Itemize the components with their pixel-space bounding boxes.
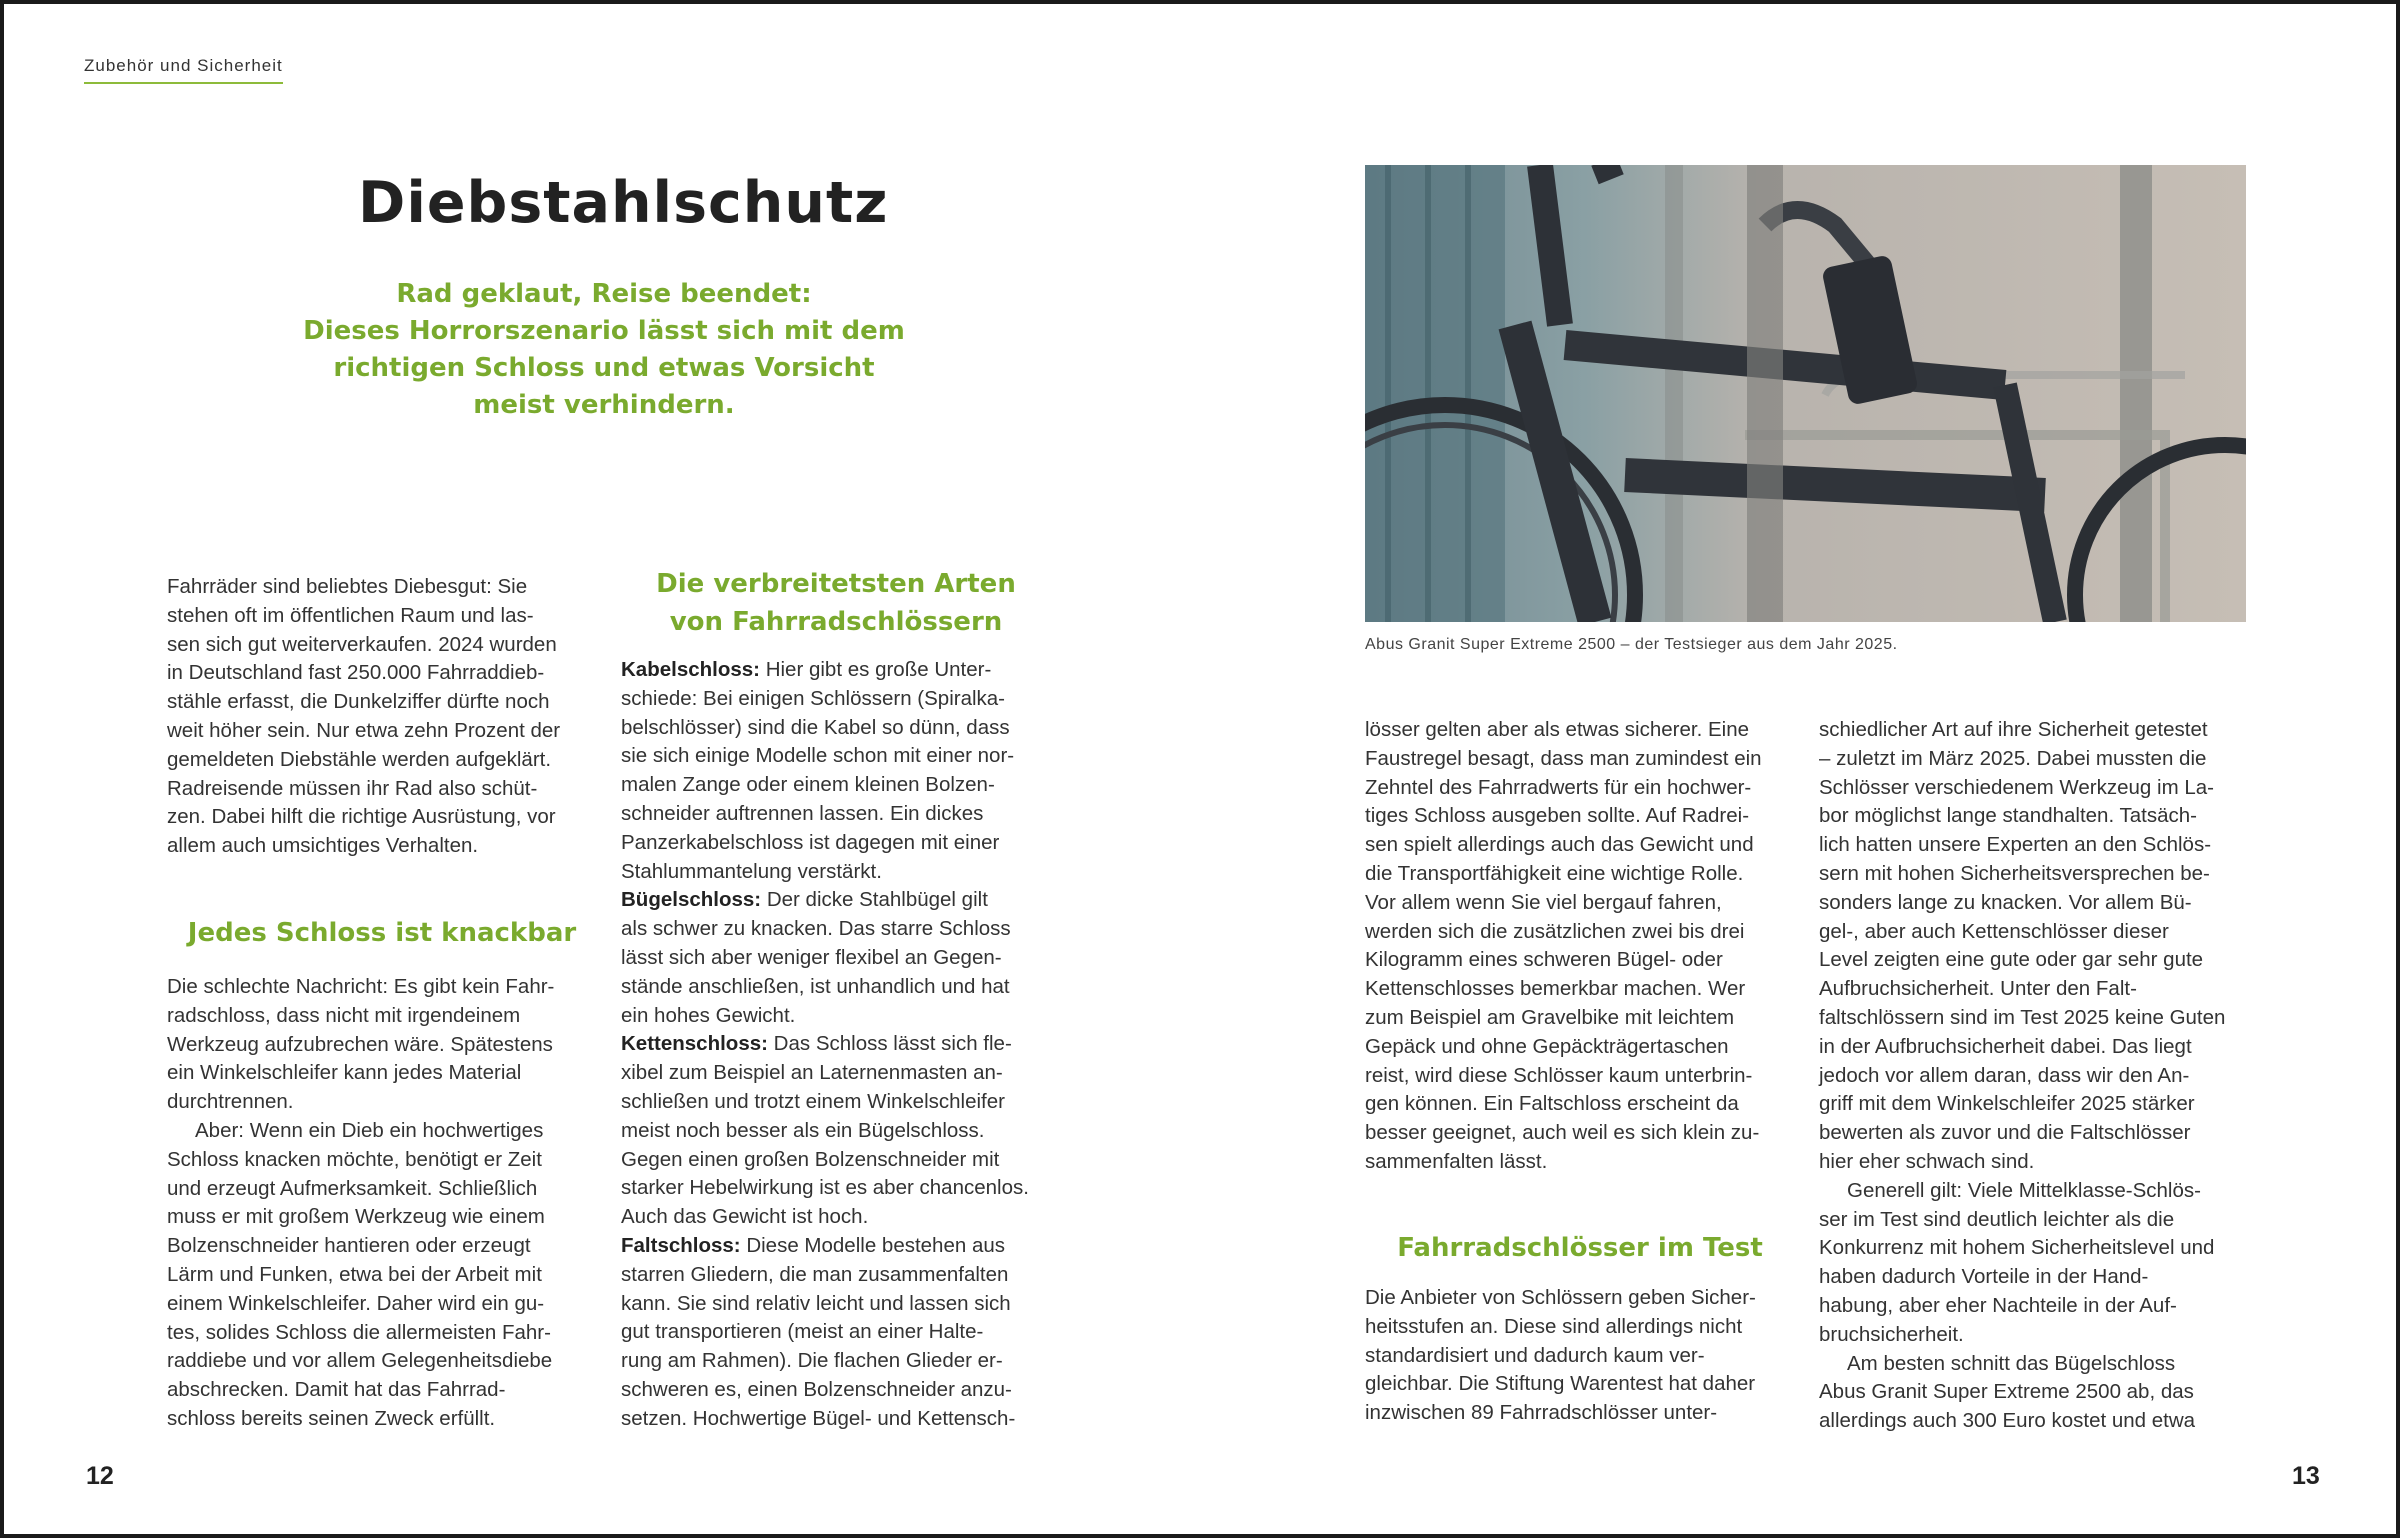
text-line: Lärm und Funken, etwa bei der Arbeit mit (167, 1262, 542, 1286)
text-line: hier eher schwach sind. (1819, 1149, 2035, 1173)
text-line: meist noch besser als ein Bügelschloss. (621, 1118, 985, 1142)
text-line: ein hohes Gewicht. (621, 1003, 796, 1027)
heading-line: Die verbreitetsten Arten (656, 569, 1016, 599)
text-line: stähle erfasst, die Dunkelziffer dürfte noch (167, 690, 550, 714)
text-line: in der Aufbruchsicherheit dabei. Das liegt (1819, 1034, 2192, 1058)
text-line: Kabelschloss: Hier gibt es große Unter- (621, 658, 992, 681)
text-line: Aufbruchsicherheit. Unter den Falt- (1819, 977, 2137, 1001)
text-line: bruchsicherheit. (1819, 1322, 1964, 1346)
text-line: Stahlummantelung verstärkt. (621, 859, 882, 883)
text-line: schneider auftrennen lassen. Ein dickes (621, 801, 984, 825)
text-line: Level zeigten eine gute oder gar sehr gute (1819, 948, 2204, 972)
text-line: Kettenschloss: Das Schloss lässt sich fle- (621, 1032, 1012, 1056)
text-line: zum Beispiel am Gravelbike mit leichtem (1365, 1005, 1735, 1029)
text-line: xibel zum Beispiel an Laternenmasten an- (621, 1061, 1003, 1085)
text-line: gut transportieren (meist an einer Halte- (621, 1320, 984, 1344)
text-line: haben dadurch Vorteile in der Hand- (1819, 1265, 2149, 1289)
term-buegelschloss: Bügelschloss: (621, 888, 762, 912)
text-line: muss er mit großem Werkzeug wie einem (167, 1205, 545, 1229)
text-line: inzwischen 89 Fahrradschlösser unter- (1365, 1401, 1718, 1425)
text-line: schiede: Bei einigen Schlössern (Spiralka- (621, 686, 1006, 710)
text-line: abschrecken. Damit hat das Fahrrad- (167, 1378, 506, 1402)
heading-arten (621, 565, 1051, 641)
text-line: sen spielt allerdings auch das Gewicht und (1365, 833, 1754, 857)
text-line: Generell gilt: Viele Mittelklasse-Schlös- (1847, 1178, 2201, 1202)
text-line: schiedlicher Art auf ihre Sicherheit getestet (1819, 718, 2208, 741)
text-line: Radreisende müssen ihr Rad also schüt- (167, 776, 538, 800)
text-line: Gepäck und ohne Gepäckträgertaschen (1365, 1034, 1729, 1058)
page-title: Diebstahlschutz (358, 170, 889, 236)
text-line: malen Zange oder einem kleinen Bolzen- (621, 773, 995, 797)
photo-caption: Abus Granit Super Extreme 2500 – der Testsieger aus dem Jahr 2025. (1365, 636, 1898, 653)
term-kabelschloss: Kabelschloss: (621, 658, 760, 681)
text-line: sonders lange zu knacken. Vor allem Bü- (1819, 890, 2192, 914)
text-line: einem Winkelschleifer. Daher wird ein gu- (167, 1291, 545, 1315)
text-line: als schwer zu knacken. Das starre Schloss (621, 917, 1011, 941)
text-line: Fahrräder sind beliebtes Diebesgut: Sie (167, 575, 528, 598)
text-line: bor möglichst lange standhalten. Tatsäch- (1819, 804, 2197, 828)
bike-lock-photo (1365, 165, 2246, 622)
text-line: besser geeignet, auch weil es sich klein zu- (1365, 1121, 1760, 1145)
text-line: Am besten schnitt das Bügelschloss (1847, 1351, 2176, 1375)
text-line: Die schlechte Nachricht: Es gibt kein Fahr- (167, 975, 555, 998)
term-faltschloss: Faltschloss: (621, 1233, 741, 1257)
text-line: belschlösser) sind die Kabel so dünn, dass (621, 715, 1010, 739)
text-line: zen. Dabei hilft die richtige Ausrüstung, vor (167, 805, 556, 829)
text-line: allerdings auch 300 Euro kostet und etwa (1819, 1409, 2196, 1433)
text-line: ein Winkelschleifer kann jedes Material (167, 1061, 522, 1085)
page-number-right: 13 (2292, 1462, 2320, 1490)
text-line: Die Anbieter von Schlössern geben Sicher- (1365, 1286, 1756, 1309)
text-line: sen sich gut weiterverkaufen. 2024 wurden (167, 632, 557, 656)
text-line: rung am Rahmen). Die flachen Glieder er- (621, 1349, 1003, 1373)
text-line: lässt sich aber weniger flexibel an Gegen- (621, 945, 1002, 969)
text-line: sern mit hohen Sicherheitsversprechen be- (1819, 861, 2210, 885)
lead-line: meist verhindern. (473, 390, 735, 420)
text-line: sie sich einige Modelle schon mit einer nor- (621, 744, 1015, 768)
text-line: die Transportfähigkeit eine wichtige Rolle. (1365, 861, 1744, 885)
column-1-body (167, 973, 597, 1434)
text-line: Abus Granit Super Extreme 2500 ab, das (1819, 1380, 2194, 1404)
column-1-intro (167, 573, 597, 861)
text-line: Konkurrenz mit hohem Sicherheitslevel und (1819, 1236, 2215, 1260)
text-line: tes, solides Schloss die allermeisten Fahr- (167, 1320, 551, 1344)
text-line: radschloss, dass nicht mit irgendeinem (167, 1003, 521, 1027)
text-line: Zehntel des Fahrradwerts für ein hochwer- (1365, 775, 1752, 799)
text-line: – zuletzt im März 2025. Dabei mussten die (1819, 746, 2207, 770)
text-line: stände anschließen, ist unhandlich und hat (621, 974, 1010, 998)
page-number-left: 12 (86, 1462, 114, 1490)
text-line: Aber: Wenn ein Dieb ein hochwertiges (195, 1118, 544, 1142)
text-line: lösser gelten aber als etwas sicherer. Eine (1365, 718, 1750, 741)
text-line: schloss bereits seinen Zweck erfüllt. (167, 1406, 496, 1430)
text-line: habung, aber eher Nachteile in der Auf- (1819, 1293, 2177, 1317)
text-line: tiges Schloss ausgeben sollte. Auf Radrei- (1365, 804, 1750, 828)
text-line: durchtrennen. (167, 1090, 294, 1114)
text-line: Werkzeug aufzubrechen wäre. Spätestens (167, 1032, 553, 1056)
column-4-body (1819, 716, 2249, 1436)
heading-line: von Fahrradschlössern (669, 607, 1003, 637)
text-line: setzen. Hochwertige Bügel- und Kettensch- (621, 1406, 1016, 1430)
text-line: und erzeugt Aufmerksamkeit. Schließlich (167, 1176, 538, 1200)
bike-photo-illustration (1365, 165, 2246, 622)
text-line: weit höher sein. Nur etwa zehn Prozent der (167, 718, 561, 742)
text-line: Bolzenschneider hantieren oder erzeugt (167, 1234, 531, 1258)
text-line: Kilogramm eines schweren Bügel- oder (1365, 948, 1723, 972)
text-line: gemeldeten Diebstähle werden aufgeklärt. (167, 747, 552, 771)
section-label: Zubehör und Sicherheit (84, 56, 283, 84)
text-line: schließen und trotzt einem Winkelschleifer (621, 1089, 1005, 1113)
text-line: reist, wird diese Schlösser kaum unterbrin- (1365, 1063, 1753, 1087)
text-line: Kettenschlosses bemerkbar machen. Wer (1365, 977, 1746, 1001)
text-line: Faustregel besagt, dass man zumindest ein (1365, 746, 1762, 770)
text-line: gel-, aber auch Kettenschlösser dieser (1819, 919, 2169, 943)
lead-line: richtigen Schloss und etwas Vorsicht (333, 353, 875, 383)
text-line: Faltschloss: Diese Modelle bestehen aus (621, 1233, 1006, 1257)
lead-line: Dieses Horrorszenario lässt sich mit dem (303, 316, 905, 346)
text-line: raddiebe und vor allem Gelegenheitsdiebe (167, 1349, 553, 1373)
text-line: schweren es, einen Bolzenschneider anzu- (621, 1377, 1012, 1401)
term-kettenschloss: Kettenschloss: (621, 1032, 768, 1056)
text-line: Panzerkabelschloss ist dagegen mit einer (621, 830, 1000, 854)
text-line: stehen oft im öffentlichen Raum und las- (167, 603, 534, 627)
column-2-body (621, 656, 1051, 1434)
text-line: jedoch vor allem daran, dass wir den An- (1819, 1063, 2190, 1087)
text-line: faltschlössern sind im Test 2025 keine Guten (1819, 1005, 2226, 1029)
lead-text (294, 276, 914, 424)
lead-line: Rad geklaut, Reise beendet: (396, 279, 812, 309)
text-line: gleichbar. Die Stiftung Warentest hat daher (1365, 1372, 1756, 1396)
column-3-body (1365, 716, 1795, 1177)
text-line: lich hatten unsere Experten an den Schlös- (1819, 833, 2212, 857)
text-line: starren Gliedern, die man zusammenfalten (621, 1262, 1009, 1286)
text-line: allem auch umsichtiges Verhalten. (167, 834, 479, 858)
text-line: Auch das Gewicht ist hoch. (621, 1205, 869, 1229)
text-line: Schlösser verschiedenem Werkzeug im La- (1819, 775, 2214, 799)
text-line: heitsstufen an. Diese sind allerdings nicht (1365, 1314, 1743, 1338)
text-line: werden sich die zusätzlichen zwei bis drei (1365, 919, 1745, 943)
text-line: ser im Test sind deutlich leichter als die (1819, 1207, 2175, 1231)
text-line: sammenfalten lässt. (1365, 1149, 1548, 1173)
text-line: kann. Sie sind relativ leicht und lassen sich (621, 1291, 1011, 1315)
text-line: gen können. Ein Faltschloss erscheint da (1365, 1092, 1739, 1116)
text-line: starker Hebelwirkung ist es aber chancenlos. (621, 1176, 1029, 1200)
text-line: bewerten als zuvor und die Faltschlösser (1819, 1121, 2191, 1145)
text-line: in Deutschland fast 250.000 Fahrraddieb- (167, 661, 545, 685)
text-line: Schloss knacken möchte, benötigt er Zeit (167, 1147, 542, 1171)
heading-test: Fahrradschlösser im Test (1397, 1233, 1763, 1263)
text-line: Vor allem wenn Sie viel bergauf fahren, (1365, 890, 1722, 914)
text-line: griff mit dem Winkelschleifer 2025 stärker (1819, 1092, 2195, 1116)
text-line: Bügelschloss: Der dicke Stahlbügel gilt (621, 888, 988, 912)
column-3-body-2 (1365, 1284, 1795, 1428)
heading-jedes-schloss: Jedes Schloss ist knackbar (187, 918, 577, 948)
text-line: standardisiert und dadurch kaum ver- (1365, 1343, 1705, 1367)
text-line: Gegen einen großen Bolzenschneider mit (621, 1147, 1000, 1171)
